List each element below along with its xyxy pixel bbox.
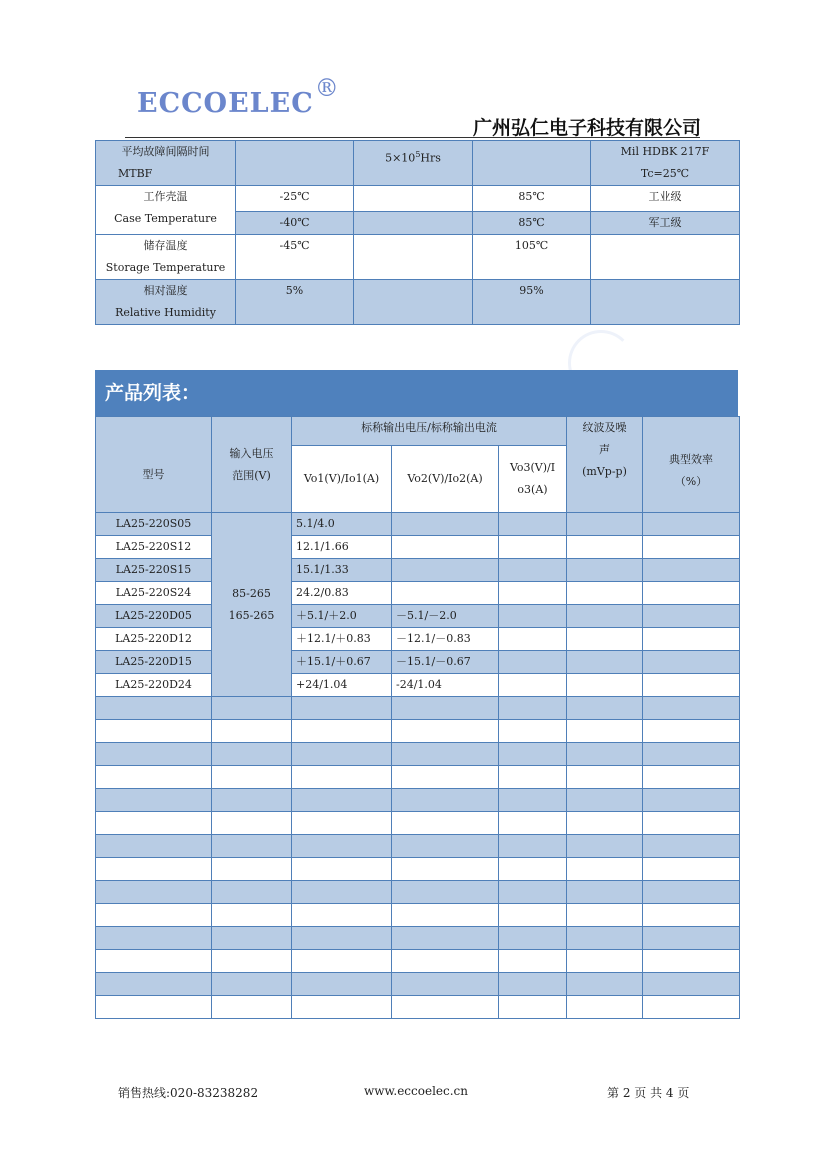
- vo1-cell: ＋5.1/＋2.0: [292, 605, 392, 628]
- empty-table-row: [96, 720, 740, 743]
- product-table: [95, 416, 740, 1019]
- empty-cell: [499, 904, 567, 927]
- mtbf-row: [96, 141, 740, 186]
- empty-cell: [499, 789, 567, 812]
- case-temp-label-en: Case Temperature: [114, 212, 217, 225]
- storage-temp-row: [96, 235, 740, 280]
- empty-cell: [643, 950, 740, 973]
- mtbf-value-unit: Hrs: [420, 151, 441, 165]
- product-rows: [96, 513, 740, 1019]
- empty-cell: [567, 858, 643, 881]
- model-cell: LA25-220D12: [96, 628, 212, 651]
- storage-temp-note: [591, 235, 740, 280]
- empty-cell: [96, 835, 212, 858]
- efficiency-cell: [643, 605, 740, 628]
- storage-temp-label-en: Storage Temperature: [105, 261, 226, 274]
- table-row: [96, 559, 740, 582]
- empty-cell: [292, 789, 392, 812]
- empty-cell: [292, 927, 392, 950]
- empty-cell: [212, 766, 292, 789]
- storage-temp-label: [96, 235, 236, 280]
- empty-cell: [292, 720, 392, 743]
- vo3-cell: [499, 628, 567, 651]
- empty-cell: [499, 766, 567, 789]
- ripple-cell: [567, 651, 643, 674]
- vo2-cell: －15.1/－0.67: [392, 651, 499, 674]
- empty-cell: [96, 720, 212, 743]
- mtbf-label: [96, 141, 236, 186]
- mtbf-min: [236, 141, 354, 186]
- empty-cell: [96, 904, 212, 927]
- input-range-cell: [212, 513, 292, 697]
- model-cell: LA25-220S12: [96, 536, 212, 559]
- header-efficiency-2: （%）: [674, 474, 708, 488]
- empty-cell: [499, 835, 567, 858]
- product-header-row-1: [96, 417, 740, 446]
- empty-cell: [567, 950, 643, 973]
- mtbf-label-cn: 平均故障间隔时间: [121, 145, 210, 158]
- efficiency-cell: [643, 651, 740, 674]
- vo3-cell: [499, 559, 567, 582]
- table-row: [96, 513, 740, 536]
- case-temp-max-2: 85℃: [473, 212, 591, 235]
- model-cell: LA25-220D05: [96, 605, 212, 628]
- empty-table-row: [96, 904, 740, 927]
- header-ripple-2: 声: [599, 443, 611, 456]
- ripple-cell: [567, 536, 643, 559]
- registered-mark: ®: [314, 74, 340, 102]
- empty-cell: [96, 697, 212, 720]
- mtbf-value-exp: 5: [415, 150, 421, 159]
- empty-cell: [96, 881, 212, 904]
- empty-cell: [499, 950, 567, 973]
- vo3-cell: [499, 513, 567, 536]
- empty-cell: [292, 881, 392, 904]
- empty-cell: [643, 858, 740, 881]
- empty-cell: [643, 996, 740, 1019]
- empty-cell: [392, 743, 499, 766]
- empty-cell: [96, 766, 212, 789]
- empty-cell: [212, 996, 292, 1019]
- empty-cell: [212, 881, 292, 904]
- empty-cell: [292, 812, 392, 835]
- empty-cell: [643, 766, 740, 789]
- table-row: [96, 651, 740, 674]
- humidity-label-en: Relative Humidity: [115, 306, 216, 319]
- humidity-row: [96, 280, 740, 325]
- storage-temp-label-cn: 储存温度: [143, 239, 188, 252]
- empty-cell: [292, 904, 392, 927]
- case-temp-min-1: -25℃: [236, 186, 354, 212]
- empty-cell: [643, 812, 740, 835]
- empty-cell: [292, 697, 392, 720]
- empty-cell: [292, 996, 392, 1019]
- humidity-label: [96, 280, 236, 325]
- mtbf-max: [473, 141, 591, 186]
- vo3-cell: [499, 582, 567, 605]
- case-temp-grade-2: 军工级: [591, 212, 740, 235]
- humidity-typ: [354, 280, 473, 325]
- footer-website[interactable]: www.eccoelec.cn: [364, 1084, 468, 1098]
- empty-cell: [212, 720, 292, 743]
- ripple-cell: [567, 559, 643, 582]
- empty-cell: [643, 697, 740, 720]
- spec-table: [95, 140, 740, 325]
- ripple-cell: [567, 628, 643, 651]
- empty-cell: [392, 789, 499, 812]
- empty-cell: [212, 950, 292, 973]
- vo1-cell: +24/1.04: [292, 674, 392, 697]
- footer-hotline: 销售热线:020-83238282: [118, 1086, 259, 1100]
- mtbf-value: [354, 141, 473, 186]
- vo1-cell: 15.1/1.33: [292, 559, 392, 582]
- empty-cell: [96, 812, 212, 835]
- empty-cell: [567, 881, 643, 904]
- efficiency-cell: [643, 628, 740, 651]
- efficiency-cell: [643, 582, 740, 605]
- case-temp-typ-2: [354, 212, 473, 235]
- vo1-cell: ＋15.1/＋0.67: [292, 651, 392, 674]
- empty-table-row: [96, 835, 740, 858]
- vo3-cell: [499, 605, 567, 628]
- empty-cell: [392, 858, 499, 881]
- storage-temp-typ: [354, 235, 473, 280]
- header-output-group: 标称输出电压/标称输出电流: [292, 417, 567, 446]
- header-vo3-1: Vo3(V)/I: [509, 461, 556, 474]
- ripple-cell: [567, 605, 643, 628]
- empty-cell: [499, 697, 567, 720]
- table-row: [96, 674, 740, 697]
- case-temp-row-1: [96, 186, 740, 212]
- efficiency-cell: [643, 559, 740, 582]
- empty-cell: [292, 858, 392, 881]
- empty-cell: [567, 927, 643, 950]
- empty-cell: [292, 743, 392, 766]
- empty-cell: [96, 789, 212, 812]
- footer-page-number: 第 2 页 共 4 页: [607, 1086, 690, 1100]
- vo2-cell: [392, 559, 499, 582]
- empty-cell: [643, 789, 740, 812]
- ripple-cell: [567, 582, 643, 605]
- empty-cell: [567, 904, 643, 927]
- empty-cell: [567, 835, 643, 858]
- empty-cell: [212, 927, 292, 950]
- efficiency-cell: [643, 674, 740, 697]
- empty-cell: [392, 766, 499, 789]
- empty-cell: [392, 720, 499, 743]
- input-range-2: 165-265: [228, 608, 275, 622]
- vo1-cell: 12.1/1.66: [292, 536, 392, 559]
- case-temp-label-cn: 工作壳温: [143, 190, 188, 203]
- empty-cell: [212, 904, 292, 927]
- empty-cell: [567, 697, 643, 720]
- empty-cell: [643, 973, 740, 996]
- mtbf-value-base: 5×10: [385, 151, 416, 165]
- empty-table-row: [96, 743, 740, 766]
- empty-cell: [392, 697, 499, 720]
- empty-cell: [392, 835, 499, 858]
- empty-cell: [212, 697, 292, 720]
- company-name: 广州弘仁电子科技有限公司: [472, 117, 701, 139]
- empty-cell: [212, 789, 292, 812]
- header-efficiency-1: 典型效率: [669, 452, 714, 466]
- logo-text: ECCOELEC: [137, 88, 314, 119]
- vo2-cell: [392, 513, 499, 536]
- case-temp-min-2: -40℃: [236, 212, 354, 235]
- header-vo1: Vo1(V)/Io1(A): [292, 446, 392, 513]
- table-row: [96, 605, 740, 628]
- storage-temp-max: 105℃: [473, 235, 591, 280]
- empty-cell: [292, 973, 392, 996]
- empty-table-row: [96, 927, 740, 950]
- header-input-voltage: [212, 417, 292, 513]
- empty-cell: [96, 858, 212, 881]
- empty-cell: [96, 950, 212, 973]
- vo3-cell: [499, 674, 567, 697]
- empty-table-row: [96, 973, 740, 996]
- empty-cell: [499, 996, 567, 1019]
- product-list-title: 产品列表：: [95, 370, 738, 416]
- efficiency-cell: [643, 536, 740, 559]
- case-temp-max-1: 85℃: [473, 186, 591, 212]
- empty-cell: [567, 743, 643, 766]
- model-cell: LA25-220S05: [96, 513, 212, 536]
- empty-table-row: [96, 858, 740, 881]
- vo3-cell: [499, 536, 567, 559]
- logo: [137, 74, 340, 119]
- header-input-voltage-1: 输入电压: [229, 446, 274, 460]
- table-row: [96, 536, 740, 559]
- vo1-cell: 24.2/0.83: [292, 582, 392, 605]
- vo1-cell: 5.1/4.0: [292, 513, 392, 536]
- header-ripple-3: (mVp-p): [582, 465, 627, 478]
- humidity-label-cn: 相对湿度: [143, 284, 188, 297]
- empty-table-row: [96, 950, 740, 973]
- humidity-note: [591, 280, 740, 325]
- mtbf-label-en: MTBF: [118, 167, 153, 180]
- empty-cell: [643, 904, 740, 927]
- header-vo2: Vo2(V)/Io2(A): [392, 446, 499, 513]
- header-efficiency: [643, 417, 740, 513]
- empty-cell: [499, 927, 567, 950]
- empty-cell: [96, 973, 212, 996]
- empty-cell: [499, 973, 567, 996]
- empty-cell: [567, 766, 643, 789]
- header-vo3: [499, 446, 567, 513]
- empty-cell: [392, 904, 499, 927]
- vo2-cell: [392, 536, 499, 559]
- empty-cell: [212, 973, 292, 996]
- humidity-max: 95%: [473, 280, 591, 325]
- empty-cell: [567, 789, 643, 812]
- empty-table-row: [96, 881, 740, 904]
- header-model: 型号: [96, 417, 212, 513]
- case-temp-grade-1: 工业级: [591, 186, 740, 212]
- empty-cell: [292, 766, 392, 789]
- humidity-min: 5%: [236, 280, 354, 325]
- empty-cell: [212, 812, 292, 835]
- empty-cell: [96, 996, 212, 1019]
- empty-table-row: [96, 996, 740, 1019]
- model-cell: LA25-220D15: [96, 651, 212, 674]
- empty-table-row: [96, 812, 740, 835]
- vo2-cell: －12.1/－0.83: [392, 628, 499, 651]
- empty-cell: [392, 973, 499, 996]
- empty-cell: [212, 835, 292, 858]
- header-vo3-2: o3(A): [517, 483, 548, 496]
- model-cell: LA25-220S15: [96, 559, 212, 582]
- empty-cell: [643, 835, 740, 858]
- case-temp-typ-1: [354, 186, 473, 212]
- empty-cell: [499, 812, 567, 835]
- ripple-cell: [567, 513, 643, 536]
- model-cell: LA25-220S24: [96, 582, 212, 605]
- vo1-cell: ＋12.1/＋0.83: [292, 628, 392, 651]
- empty-cell: [567, 812, 643, 835]
- vo2-cell: [392, 582, 499, 605]
- header-ripple: [567, 417, 643, 513]
- empty-cell: [567, 720, 643, 743]
- mtbf-note: Mil HDBK 217F Tc=25℃: [591, 141, 740, 186]
- empty-cell: [96, 927, 212, 950]
- model-cell: LA25-220D24: [96, 674, 212, 697]
- table-row: [96, 628, 740, 651]
- header-input-voltage-2: 范围(V): [232, 468, 271, 482]
- empty-cell: [643, 881, 740, 904]
- case-temp-label: [96, 186, 236, 235]
- efficiency-cell: [643, 513, 740, 536]
- empty-cell: [499, 743, 567, 766]
- empty-cell: [643, 720, 740, 743]
- input-range-1: 85-265: [232, 586, 271, 600]
- empty-cell: [392, 996, 499, 1019]
- empty-cell: [567, 996, 643, 1019]
- vo2-cell: －5.1/－2.0: [392, 605, 499, 628]
- ripple-cell: [567, 674, 643, 697]
- empty-cell: [643, 927, 740, 950]
- empty-cell: [499, 881, 567, 904]
- empty-cell: [499, 720, 567, 743]
- empty-cell: [212, 858, 292, 881]
- header-ripple-1: 纹波及噪: [582, 421, 627, 434]
- empty-cell: [392, 927, 499, 950]
- header-rule: [125, 137, 700, 138]
- empty-cell: [392, 881, 499, 904]
- table-row: [96, 582, 740, 605]
- empty-cell: [499, 858, 567, 881]
- empty-cell: [292, 835, 392, 858]
- empty-cell: [392, 950, 499, 973]
- empty-table-row: [96, 766, 740, 789]
- empty-cell: [212, 743, 292, 766]
- vo2-cell: -24/1.04: [392, 674, 499, 697]
- empty-cell: [96, 743, 212, 766]
- empty-cell: [567, 973, 643, 996]
- empty-cell: [643, 743, 740, 766]
- storage-temp-min: -45℃: [236, 235, 354, 280]
- empty-cell: [292, 950, 392, 973]
- vo3-cell: [499, 651, 567, 674]
- empty-cell: [392, 812, 499, 835]
- empty-table-row: [96, 789, 740, 812]
- empty-table-row: [96, 697, 740, 720]
